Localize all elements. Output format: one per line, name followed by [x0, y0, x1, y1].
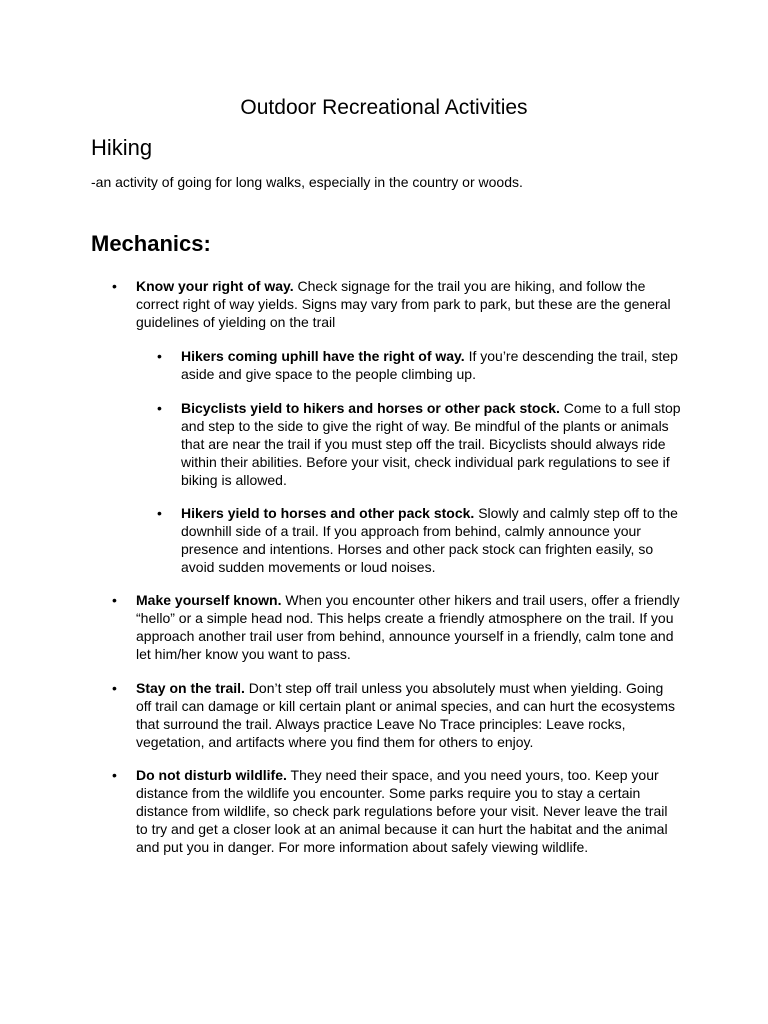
bullet-icon: • [157, 400, 162, 416]
list-item-heading: Know your right of way. [136, 278, 294, 294]
sub-list-item [181, 400, 681, 490]
list-item-text: When you encounter other hikers and trail users, offer a friendly “hello” or a simple head nod. This helps create a friendly atmosphere on the trail. If you approach another trail user from behind, announce yourself in a friendly, calm tone and let him/her know you want to pass. [136, 592, 680, 662]
sub-list-item-text: Come to a full stop and step to the side to give the right of way. Be mindful of the plants or animals that are near the trail if you must step off the trail. Bicyclists should always ride within their abilities. Before your visit, check individual park regulations to see if biking is allowed. [181, 400, 681, 488]
page-title: Outdoor Recreational Activities [240, 96, 528, 119]
section-heading-mechanics: Mechanics: [91, 231, 211, 256]
section-heading-hiking: Hiking [91, 135, 153, 160]
list-item-heading: Do not disturb wildlife. [136, 767, 287, 783]
bullet-icon: • [157, 505, 162, 521]
list-item [136, 592, 681, 664]
bullet-icon: • [112, 680, 117, 696]
sub-list-item-text: Slowly and calmly step off to the downhill side of a trail. If you approach from behind, calmly announce your presence and intentions. Horses and other pack stock can frighten easily, so avoid sudden movements or loud noises. [181, 505, 678, 575]
sub-list-item [181, 505, 681, 577]
bullet-icon: • [112, 767, 117, 783]
list-item-heading: Make yourself known. [136, 592, 282, 608]
sub-list-item-heading: Bicyclists yield to hikers and horses or other pack stock. [181, 400, 560, 416]
bullet-icon: • [112, 592, 117, 608]
list-item-text: Check signage for the trail you are hiking, and follow the correct right of way yields. Signs may vary from park to park, but these are the general guidelines of yielding on the trail [136, 278, 671, 330]
bullet-icon: • [157, 348, 162, 364]
sub-list-item [181, 348, 681, 384]
bullet-icon: • [112, 278, 117, 294]
list-item [136, 767, 681, 857]
list-item-heading: Stay on the trail. [136, 680, 245, 696]
list-item-text: Don’t step off trail unless you absolutely must when yielding. Going off trail can damage or kill certain plant or animal species, and can hurt the ecosystems that surround the trail. Always practice Leave No Trace principles: Leave rocks, vegetation, and artifacts where you find them for others to enjoy. [136, 680, 676, 750]
list-item-text: They need their space, and you need yours, too. Keep your distance from the wildlife you encounter. Some parks require you to stay a certain distance from wildlife, so check park regulations before your visit. Never leave the trail to try and get a closer look at an animal because it can hurt the habitat and the animal and put you in danger. For more information about safely viewing wildlife. [136, 767, 668, 855]
sub-list-item-heading: Hikers coming uphill have the right of way. [181, 348, 465, 364]
list-item [136, 278, 681, 332]
sub-list-item-heading: Hikers yield to horses and other pack stock. [181, 505, 475, 521]
list-item [136, 680, 681, 752]
hiking-definition: -an activity of going for long walks, especially in the country or woods. [91, 174, 523, 190]
sub-list-item-text: If you’re descending the trail, step aside and give space to the people climbing up. [181, 348, 678, 382]
